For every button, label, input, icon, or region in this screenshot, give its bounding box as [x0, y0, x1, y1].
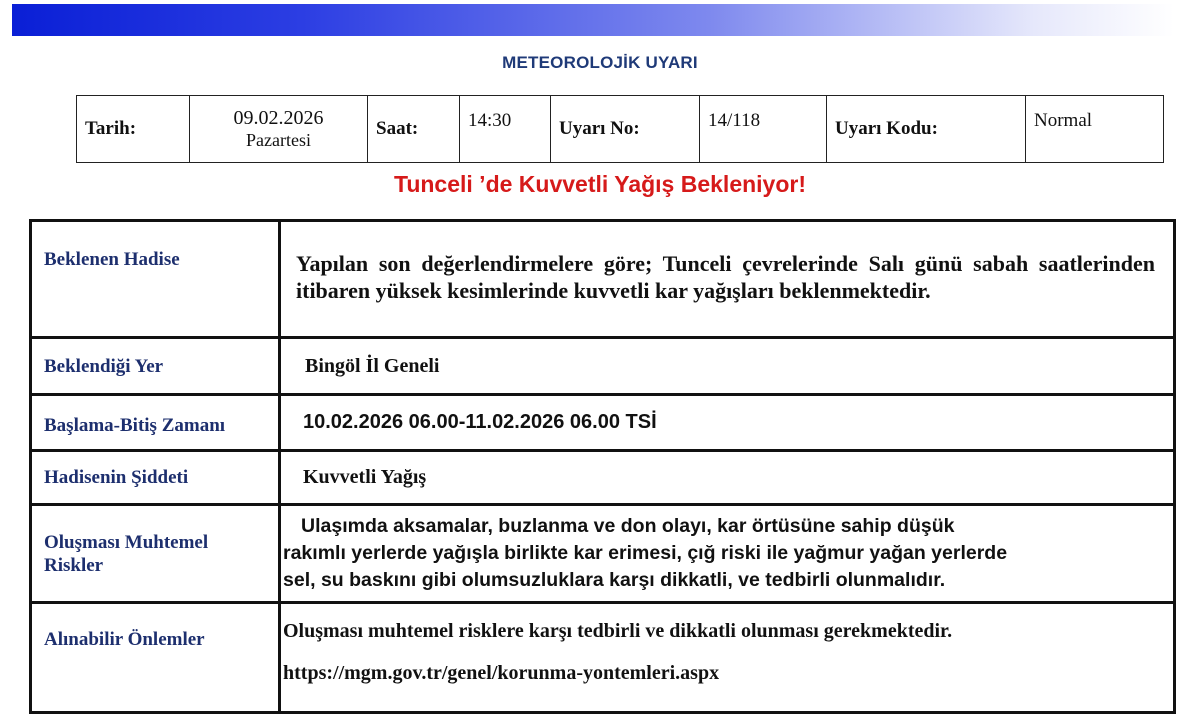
start-end-time-value: 10.02.2026 06.00-11.02.2026 06.00 TSİ [303, 411, 657, 433]
risk-line-1: Ulaşımda aksamalar, buzlanma ve don olayı, kar örtüsüne sahip düşük [301, 515, 955, 537]
time-value: 14:30 [460, 96, 551, 163]
expected-location-cell [280, 338, 1175, 395]
precautions-value [281, 604, 1173, 686]
warning-info-table [76, 95, 1164, 163]
expected-location-label: Beklendiği Yer [31, 338, 280, 395]
precautions-cell [280, 603, 1175, 713]
expected-event-cell [280, 221, 1175, 338]
severity-value: Kuvvetli Yağış [303, 466, 427, 488]
precautions-link[interactable]: https://mgm.gov.tr/genel/korunma-yontemleri.aspx [283, 662, 720, 684]
severity-label: Hadisenin Şiddeti [31, 451, 280, 505]
weekday-value: Pazartesi [246, 130, 311, 150]
start-end-time-label: Başlama-Bitiş Zamanı [31, 395, 280, 451]
severity-cell [280, 451, 1175, 505]
date-value: 09.02.2026 [233, 107, 324, 129]
risk-line-2: rakımlı yerlerde yağışla birlikte kar erimesi, çığ riski ile yağmur yağan yerlerde [283, 542, 1008, 564]
top-banner [12, 4, 1174, 36]
possible-risks-label: Oluşması Muhtemel Riskler [31, 505, 280, 603]
warning-number-label: Uyarı No: [551, 96, 700, 163]
warning-details-table [29, 219, 1176, 714]
risk-line-3: sel, su baskını gibi olumsuzluklara karşı dikkatli, ve tedbirli olunmalıdır. [283, 569, 946, 591]
precautions-text: Oluşması muhtemel risklere karşı tedbirli ve dikkatli olunması gerekmektedir. [283, 620, 953, 642]
expected-location-value: Bingöl İl Geneli [305, 354, 440, 377]
document-title: METEOROLOJİK UYARI [502, 53, 698, 72]
expected-event-label: Beklenen Hadise [31, 221, 280, 338]
warning-code-label: Uyarı Kodu: [827, 96, 1026, 163]
precautions-label: Alınabilir Önlemler [31, 603, 280, 713]
time-label: Saat: [368, 96, 460, 163]
warning-code-value: Normal [1026, 96, 1164, 163]
possible-risks-value [281, 513, 1173, 594]
possible-risks-cell [280, 505, 1175, 603]
warning-number-value: 14/118 [700, 96, 827, 163]
expected-event-value: Yapılan son değerlendirmelere göre; Tunceli çevrelerinde Salı günü sabah saatlerinden itibaren yüksek kesimlerinde kuvvetli kar yağışları beklenmektedir. [296, 251, 1155, 303]
start-end-time-cell [280, 395, 1175, 451]
date-cell [190, 96, 368, 163]
date-label: Tarih: [77, 96, 190, 163]
warning-headline: Tunceli ’de Kuvvetli Yağış Bekleniyor! [393, 171, 806, 197]
